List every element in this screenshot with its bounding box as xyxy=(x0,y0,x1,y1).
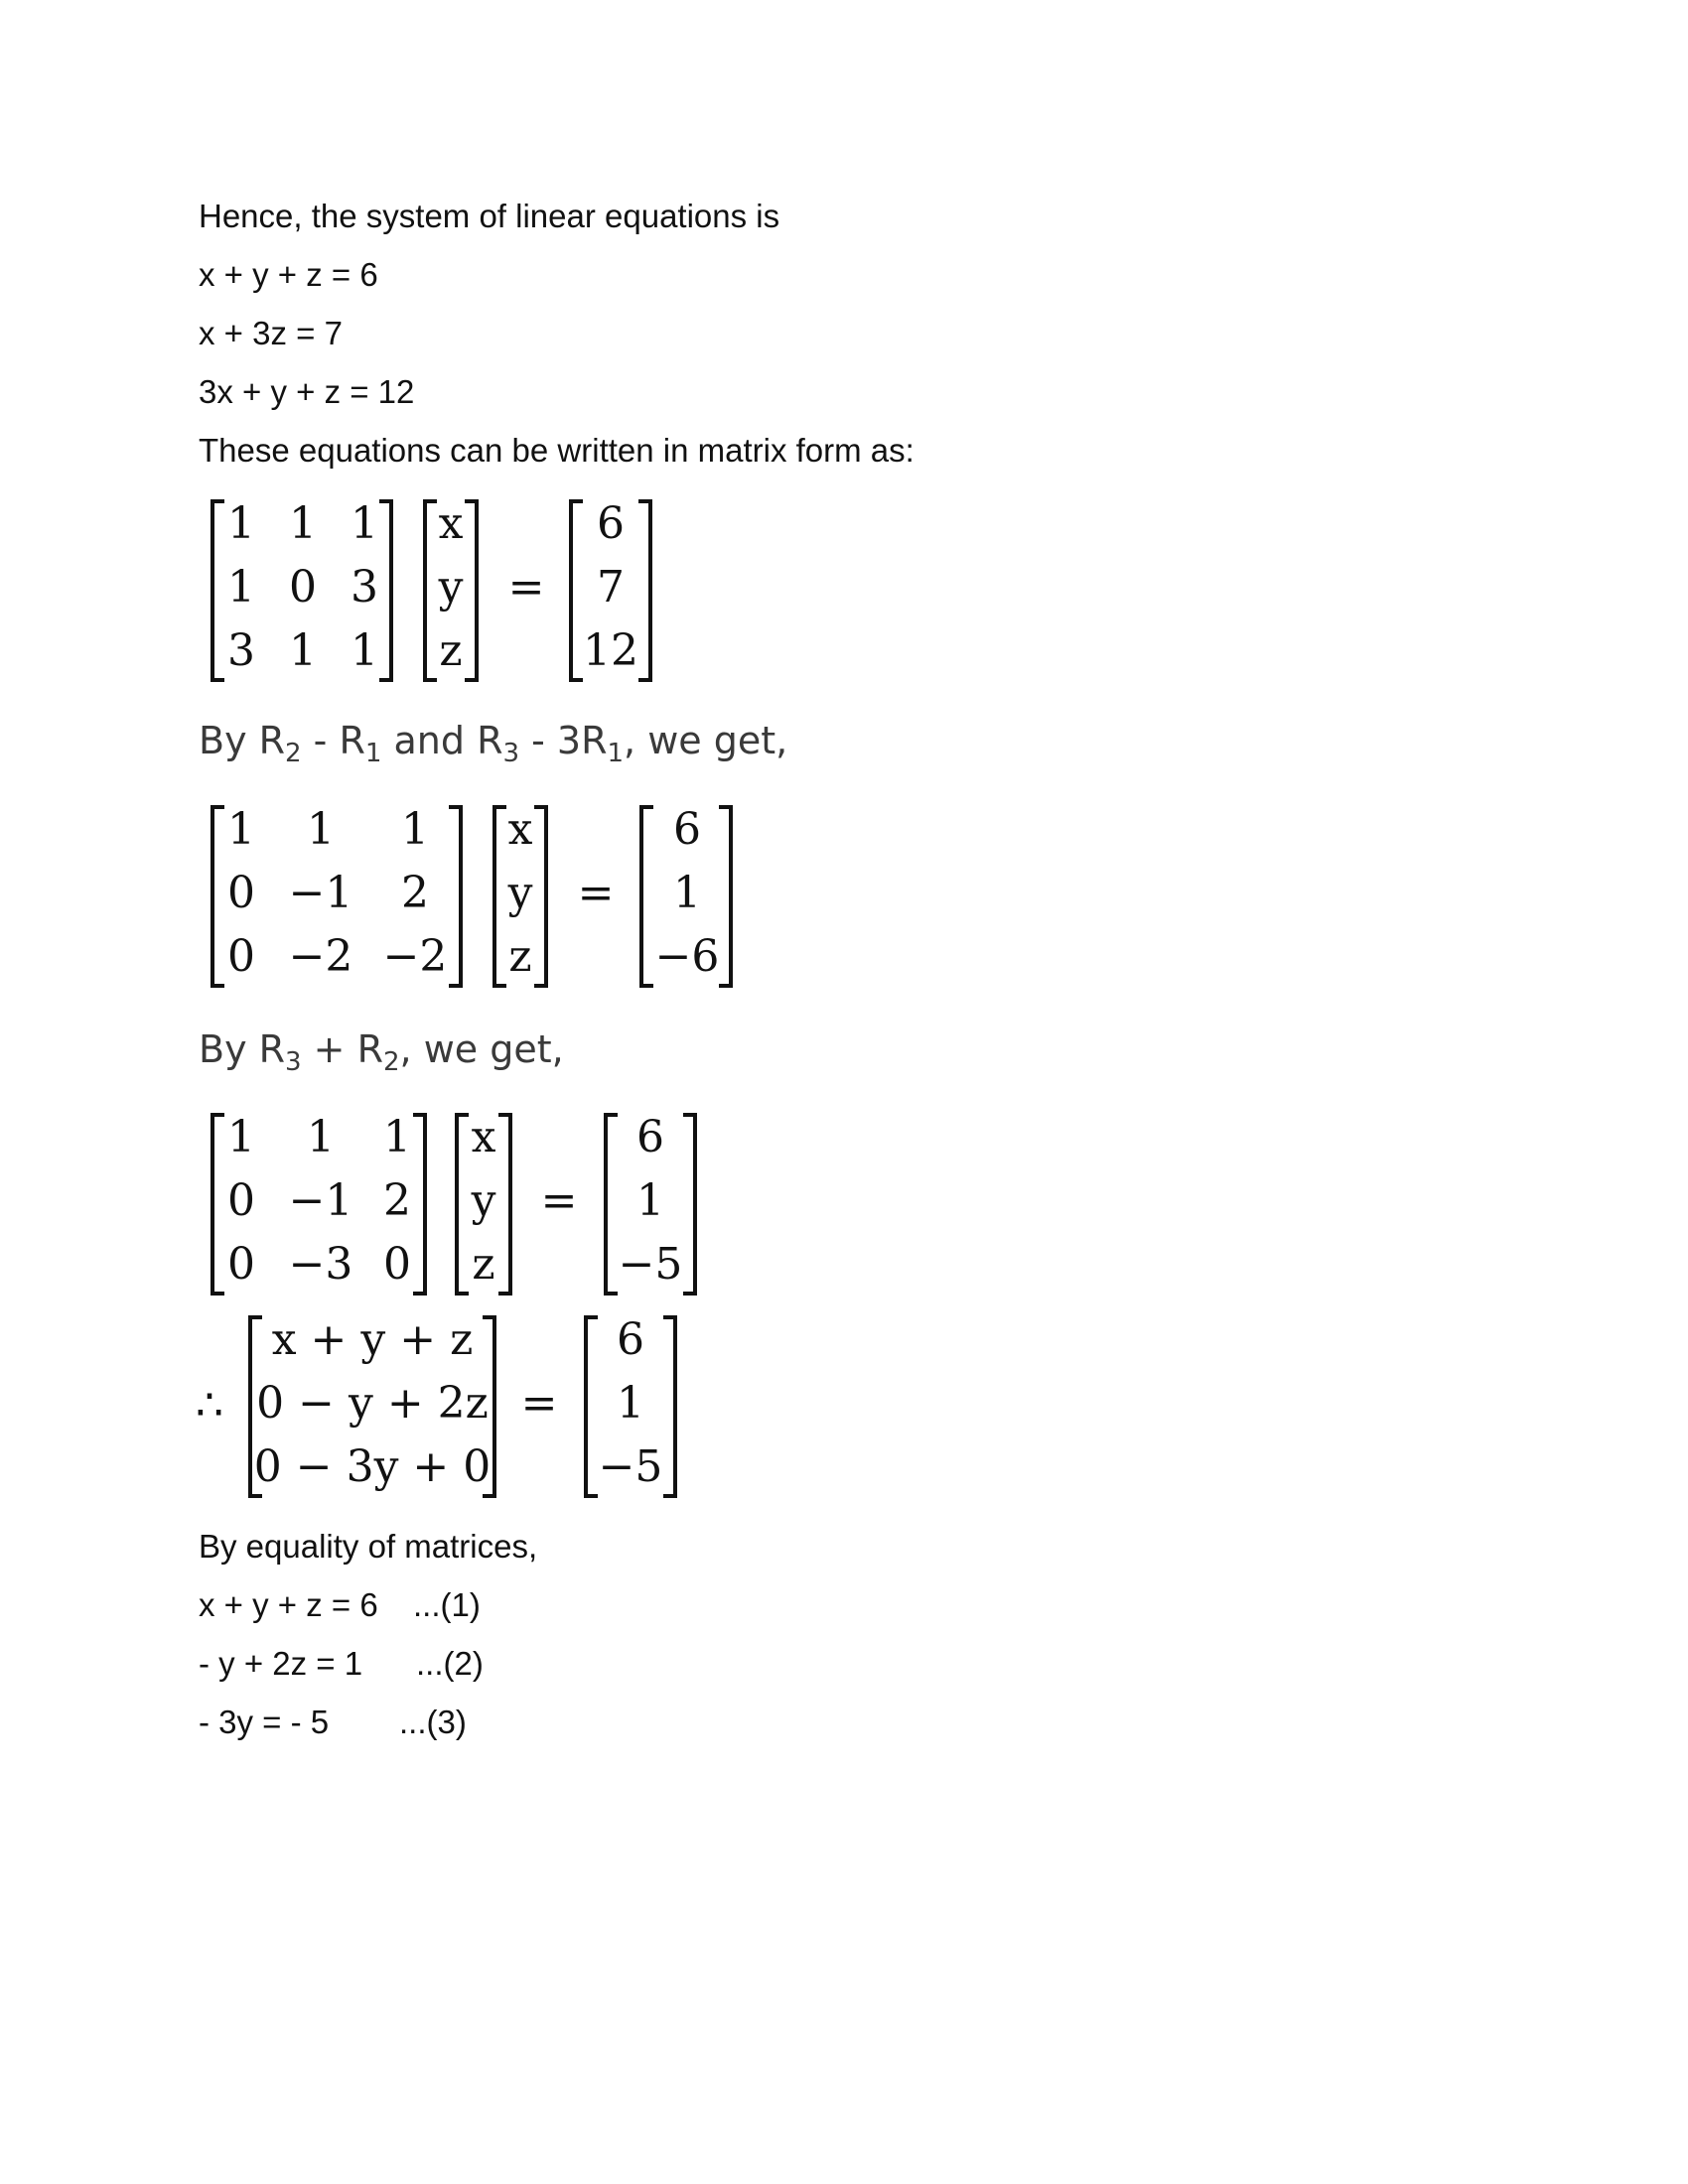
result-equation-3: - 3y = - 5 ...(3) xyxy=(199,1704,467,1740)
equals-sign: = xyxy=(540,1175,578,1226)
therefore-symbol: ∴ xyxy=(196,1380,223,1431)
vector-cell: y xyxy=(471,1175,496,1226)
matrix-intro-text: These equations can be written in matrix form as: xyxy=(199,432,914,469)
equality-intro-text: By equality of matrices, xyxy=(199,1528,538,1565)
vector-cell: 6 xyxy=(673,804,701,855)
vector-cell: 7 xyxy=(597,562,625,613)
vector-cell: x xyxy=(507,804,533,855)
vector-cell: 6 xyxy=(617,1314,644,1365)
equals-sign: = xyxy=(520,1378,558,1429)
step-2-text: By $R_3 + R_2$, we get, xyxy=(199,1027,564,1077)
vector-cell: 12 xyxy=(583,625,638,676)
intro-text: Hence, the system of linear equations is xyxy=(199,198,780,234)
expression-cell: 0 − 3y + 0 xyxy=(253,1441,492,1492)
equation-3: 3x + y + z = 12 xyxy=(199,373,415,410)
matrix-cell: 2 xyxy=(401,868,429,918)
matrix-cell: 1 xyxy=(383,1112,411,1162)
equation-1: x + y + z = 6 xyxy=(199,256,378,293)
matrix-cell: −1 xyxy=(288,1175,353,1226)
matrix-cell: 1 xyxy=(227,498,255,549)
result-equation-1: x + y + z = 6 ...(1) xyxy=(199,1586,481,1623)
expression-cell: x + y + z xyxy=(271,1314,474,1365)
matrix-cell: 0 xyxy=(227,1239,255,1290)
matrix-cell: 1 xyxy=(351,625,378,676)
matrix-cell: −2 xyxy=(288,931,353,982)
matrix-cell: 0 xyxy=(227,931,255,982)
vector-cell: −5 xyxy=(618,1239,683,1290)
matrix-cell: 1 xyxy=(289,625,317,676)
matrix-cell: 0 xyxy=(383,1239,411,1290)
vector-cell: x xyxy=(471,1112,496,1162)
matrix-cell: 1 xyxy=(227,1112,255,1162)
matrix-cell: 1 xyxy=(307,1112,335,1162)
matrix-cell: 0 xyxy=(227,868,255,918)
vector-cell: z xyxy=(439,625,463,676)
equals-sign: = xyxy=(577,868,615,918)
matrix-cell: 1 xyxy=(351,498,378,549)
matrix-cell: 1 xyxy=(307,804,335,855)
equation-2: x + 3z = 7 xyxy=(199,315,343,351)
vector-cell: 6 xyxy=(636,1112,664,1162)
matrix-cell: 0 xyxy=(227,1175,255,1226)
matrix-cell: 0 xyxy=(289,562,317,613)
matrix-equation-2 xyxy=(212,804,731,986)
matrix-cell: −1 xyxy=(288,868,353,918)
vector-cell: 1 xyxy=(617,1378,644,1429)
vector-cell: −6 xyxy=(654,931,720,982)
equals-sign: = xyxy=(507,562,545,613)
matrix-cell: 2 xyxy=(383,1175,411,1226)
matrix-cell: 3 xyxy=(227,625,255,676)
vector-cell: z xyxy=(472,1239,495,1290)
vector-cell: y xyxy=(438,562,464,613)
matrix-cell: 1 xyxy=(289,498,317,549)
matrix-cell: −2 xyxy=(382,931,448,982)
matrix-equation-3 xyxy=(212,1112,695,1294)
vector-cell: z xyxy=(508,931,532,982)
expression-cell: 0 − y + 2z xyxy=(256,1378,489,1429)
vector-cell: y xyxy=(507,868,533,918)
matrix-cell: 1 xyxy=(227,562,255,613)
vector-cell: 1 xyxy=(636,1175,664,1226)
matrix-equation-1 xyxy=(212,498,650,680)
matrix-cell: 3 xyxy=(351,562,378,613)
matrix-cell: 1 xyxy=(227,804,255,855)
result-equation-2: - y + 2z = 1 ...(2) xyxy=(199,1645,484,1682)
matrix-cell: −3 xyxy=(288,1239,353,1290)
vector-cell: 1 xyxy=(673,868,701,918)
step-1-text: By $R_2 - R_1$ and $R_3 - 3R_1$, we get, xyxy=(199,719,788,768)
vector-cell: x xyxy=(438,498,464,549)
vector-cell: −5 xyxy=(598,1441,663,1492)
matrix-cell: 1 xyxy=(401,804,429,855)
matrix-equation-4 xyxy=(196,1314,675,1496)
vector-cell: 6 xyxy=(597,498,625,549)
